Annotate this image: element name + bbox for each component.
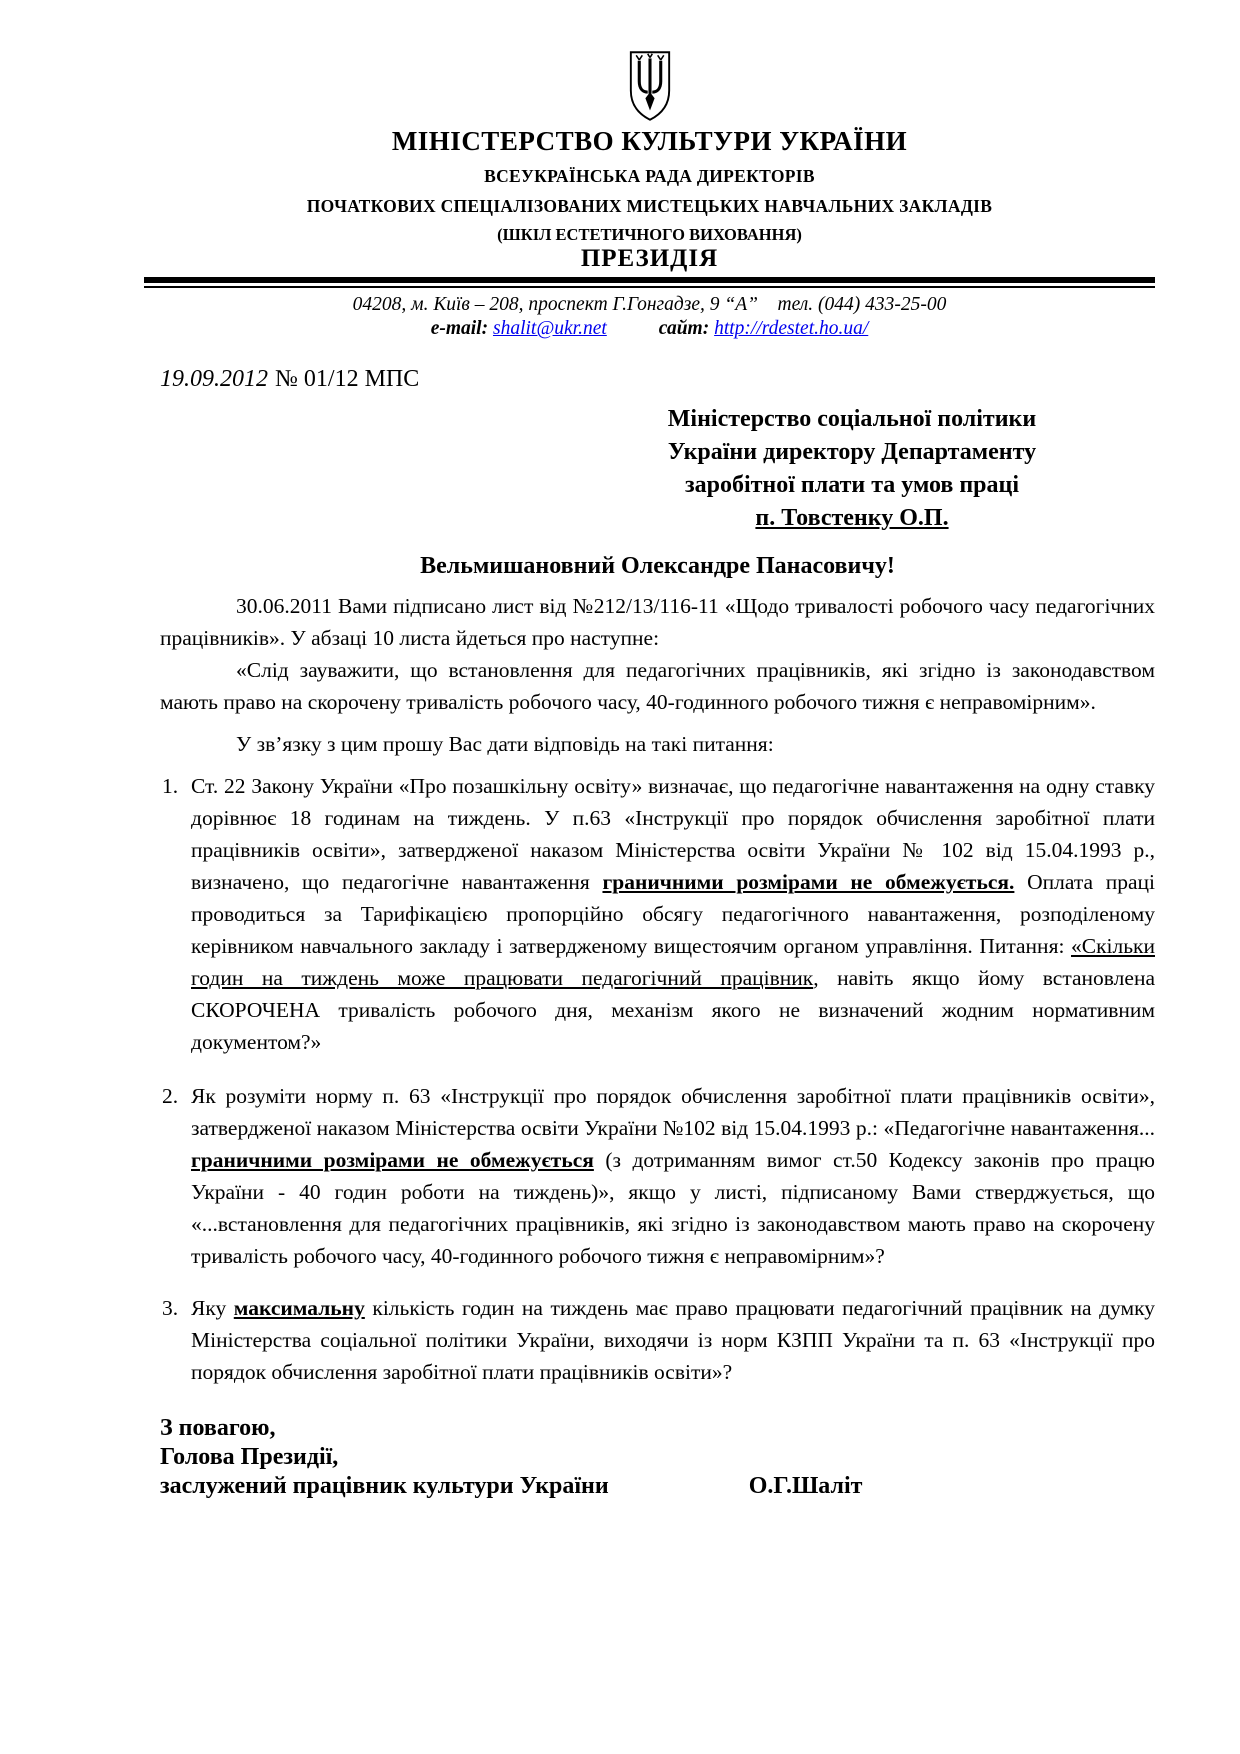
recipient-block bbox=[592, 403, 1112, 535]
tryzub-emblem-icon bbox=[627, 50, 673, 122]
recipient-line-2: України директору Департаменту bbox=[667, 439, 1037, 465]
question-3-segment-1: Яку bbox=[191, 1296, 234, 1320]
recipient-line-1: Міністерство соціальної політики bbox=[667, 406, 1037, 432]
header-divider-rule bbox=[144, 277, 1155, 288]
signature-name: О.Г.Шаліт bbox=[748, 1473, 863, 1499]
letter-body bbox=[160, 590, 1155, 1388]
question-2-number: 2. bbox=[162, 1084, 179, 1108]
question-2-segment-3: (з дотриманням вимог ст.50 Кодексу законів про працю України - 40 годин роботи на тиждень)», якщо у листі, підписаному Вами стверджується, що «...встановлення для педагогічних працівників, які згідно із законодавством мають право на скорочену тривалість робочого часу, 40-годинного робочого тижня є неправомірним»? bbox=[191, 1148, 1155, 1268]
site-label: сайт: bbox=[658, 318, 710, 339]
site-link[interactable]: http://rdestet.ho.ua/ bbox=[714, 318, 869, 339]
council-title: ВСЕУКРАЇНСЬКА РАДА ДИРЕКТОРІВ bbox=[484, 166, 815, 186]
question-1-segment-1: Ст. 22 Закону України «Про позашкільну освіту» визначає, що педагогічне навантаження на одну ставку дорівнює 18 годинам на тиждень. У п.63 «Інструкції про порядок обчислення заробітної плати працівників освіти», затвердженої наказом Міністерства освіти України № 102 від 15.04.1993 р., визначено, що педагогічне навантаження bbox=[191, 774, 1155, 894]
question-1-segment-5: , навіть якщо йому встановлена СКОРОЧЕНА тривалість робочого дня, механізм якого не визначений жодним нормативним документом?» bbox=[191, 966, 1155, 1054]
question-1-number: 1. bbox=[162, 774, 179, 798]
question-2-segment-1: Як розуміти норму п. 63 «Інструкції про порядок обчислення заробітної плати працівників освіти», затвердженої наказом Міністерства освіти України №102 від 15.04.1993 р.: «Педагогічне навантаження... bbox=[191, 1084, 1155, 1140]
email-link[interactable]: shalit@ukr.net bbox=[492, 318, 607, 339]
signature-closing: З повагою, bbox=[160, 1415, 276, 1441]
question-2-segment-2: граничними розмірами не обмежується bbox=[191, 1148, 594, 1172]
question-3-segment-2: максимальну bbox=[233, 1296, 365, 1320]
schools-title: ПОЧАТКОВИХ СПЕЦІАЛІЗОВАНИХ МИСТЕЦЬКИХ НАВЧАЛЬНИХ ЗАКЛАДІВ bbox=[306, 196, 993, 216]
letterhead bbox=[144, 0, 1155, 340]
email-label: e-mail: bbox=[430, 318, 489, 339]
schools-note: (ШКІЛ ЕСТЕТИЧНОГО ВИХОВАННЯ) bbox=[497, 225, 802, 244]
question-1-segment-3: Оплата праці проводиться за Тарифікацією пропорційно обсягу педагогічного навантаження, розподіленому керівником навчального закладу і затвердженому вищестоячим органом управління. Питання: bbox=[191, 870, 1155, 958]
paragraph-2: «Слід зауважити, що встановлення для педагогічних працівників, які згідно із законодавством мають право на скорочену тривалість робочого часу, 40-годинного робочого тижня є неправомірним». bbox=[160, 658, 1155, 714]
address-line: 04208, м. Київ – 208, проспект Г.Гонгадзе, 9 “А” тел. (044) 433-25-00 bbox=[352, 294, 947, 315]
signature-title-1: Голова Президії, bbox=[160, 1444, 339, 1470]
paragraph-1: 30.06.2011 Вами підписано лист від №212/13/116-11 «Щодо тривалості робочого часу педагогічних працівників». У абзаці 10 листа йдеться про наступне: bbox=[160, 594, 1155, 650]
presidium-title: ПРЕЗИДІЯ bbox=[580, 245, 719, 272]
signature-block bbox=[160, 1414, 1240, 1501]
question-1-segment-4: «Скільки годин на тиждень може працювати педагогічний працівник bbox=[191, 934, 1155, 990]
ministry-title: МІНІСТЕРСТВО КУЛЬТУРИ УКРАЇНИ bbox=[391, 126, 908, 156]
contacts-line bbox=[144, 318, 1155, 340]
salutation: Вельмишановний Олександре Панасовичу! bbox=[420, 553, 895, 579]
question-3-number: 3. bbox=[162, 1296, 179, 1320]
signature-title-2: заслужений працівник культури України bbox=[160, 1473, 609, 1499]
recipient-name: п. Товстенку О.П. bbox=[755, 505, 949, 531]
reference-line bbox=[160, 366, 1240, 393]
question-item-3 bbox=[160, 1292, 1155, 1388]
question-item-2 bbox=[160, 1080, 1155, 1272]
reference-number: № 01/12 МПС bbox=[275, 366, 420, 392]
question-item-1 bbox=[160, 770, 1155, 1058]
question-3-segment-3: кількість годин на тиждень має право працювати педагогічний працівник на думку Міністерства соціальної політики України, виходячи із норм КЗПП України та п. 63 «Інструкції про порядок обчислення заробітної плати працівників освіти»? bbox=[191, 1296, 1155, 1384]
question-1-segment-2: граничними розмірами не обмежується. bbox=[602, 870, 1015, 894]
recipient-line-3: заробітної плати та умов праці bbox=[684, 472, 1020, 498]
reference-date: 19.09.2012 bbox=[160, 366, 268, 392]
paragraph-3: У зв’язку з цим прошу Вас дати відповідь на такі питання: bbox=[236, 732, 774, 756]
signature-title-line bbox=[160, 1472, 1240, 1501]
